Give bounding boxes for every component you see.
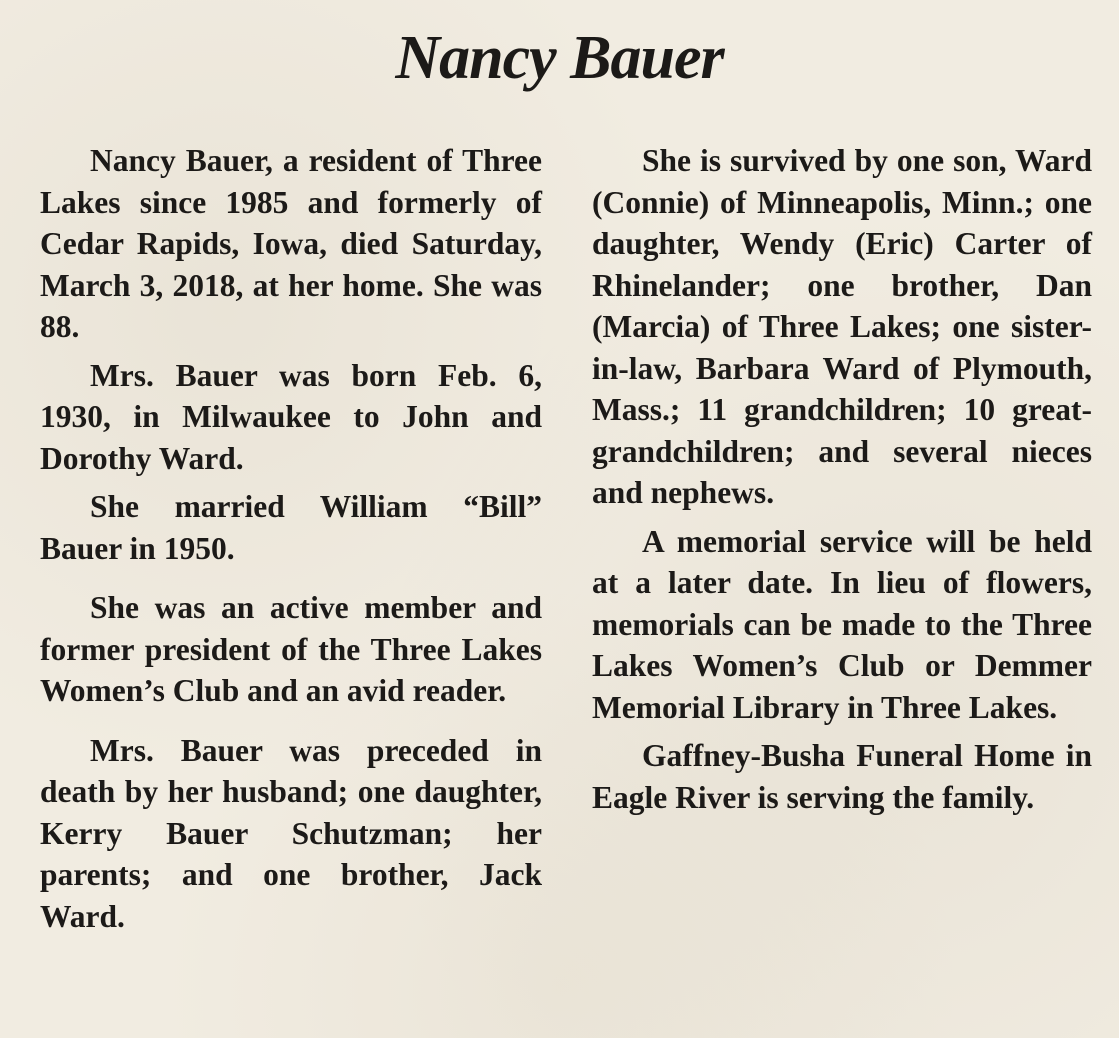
paragraph-preceded: Mrs. Bauer was preceded in death by her husband; one daughter, Kerry Bauer Schutzman; her parents; and one brother, Jack Ward. (40, 732, 542, 934)
paragraph-memorial: A memorial service will be held at a later date. In lieu of flowers, memorials can be made to the Three Lakes Women’s Club or Demmer Memorial Library in Three Lakes. (592, 523, 1092, 725)
paragraph-activities: She was an active member and former president of the Three Lakes Women’s Club and an avid reader. (40, 590, 542, 708)
paragraph-survivors: She is survived by one son, Ward (Connie) of Minneapolis, Minn.; one daughter, Wendy (Eric) Carter of Rhinelander; one brother, Dan (Marcia) of Three Lakes; one sister-in-law, Barbara Ward of Plymouth, Mass.; 11 grandchildren; 10 great-grandchildren; and several nieces and nephews. (592, 143, 1092, 510)
paragraph-birth: Mrs. Bauer was born Feb. 6, 1930, in Milwaukee to John and Dorothy Ward. (40, 357, 542, 476)
paragraph-funeral-home: Gaffney-Busha Funeral Home in Eagle River is serving the family. (592, 738, 1092, 815)
obituary-title: Nancy Bauer (395, 24, 724, 92)
paragraph-death-notice: Nancy Bauer, a resident of Three Lakes since 1985 and formerly of Cedar Rapids, Iowa, died Saturday, March 3, 2018, at her home. She was 88. (40, 143, 542, 344)
left-column (40, 140, 542, 937)
paragraph-marriage: She married William “Bill” Bauer in 1950. (40, 489, 542, 566)
right-column (592, 140, 1092, 818)
